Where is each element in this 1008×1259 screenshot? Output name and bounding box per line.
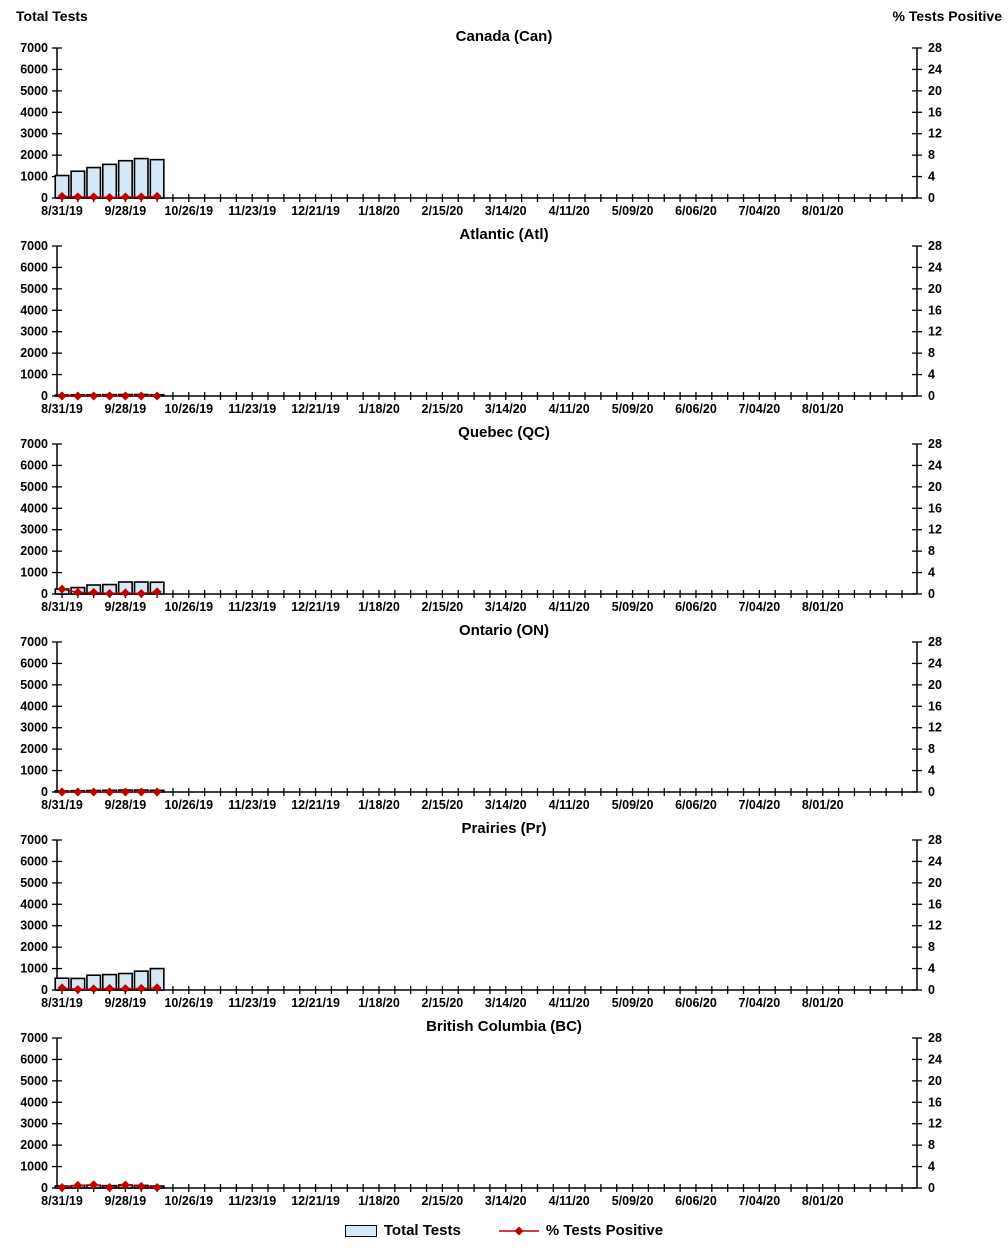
svg-text:11/23/19: 11/23/19 (228, 798, 277, 812)
svg-text:4: 4 (928, 565, 935, 580)
svg-text:12/21/19: 12/21/19 (291, 204, 340, 218)
chart-title-atlantic: Atlantic (Atl) (459, 226, 549, 243)
svg-text:6/06/20: 6/06/20 (675, 1194, 717, 1208)
svg-text:3000: 3000 (20, 324, 48, 339)
svg-text:7000: 7000 (20, 239, 48, 253)
svg-text:0: 0 (928, 587, 935, 601)
svg-text:8/31/19: 8/31/19 (41, 600, 83, 614)
svg-text:20: 20 (928, 875, 942, 890)
svg-text:7/04/20: 7/04/20 (738, 402, 781, 416)
svg-text:7/04/20: 7/04/20 (738, 996, 781, 1010)
svg-text:1/18/20: 1/18/20 (358, 204, 400, 218)
svg-text:1000: 1000 (20, 1159, 48, 1174)
svg-text:6/06/20: 6/06/20 (675, 996, 717, 1010)
svg-text:8/01/20: 8/01/20 (801, 204, 844, 218)
svg-text:1/18/20: 1/18/20 (358, 996, 400, 1010)
svg-text:28: 28 (928, 239, 942, 253)
svg-text:12/21/19: 12/21/19 (291, 402, 340, 416)
svg-text:8: 8 (928, 1138, 935, 1153)
svg-text:0: 0 (41, 983, 48, 997)
svg-text:5/09/20: 5/09/20 (611, 1194, 654, 1208)
chart-panel-quebec (0, 422, 1008, 620)
svg-text:1000: 1000 (20, 961, 48, 976)
svg-text:4: 4 (928, 1159, 935, 1174)
svg-text:4: 4 (928, 763, 935, 778)
svg-text:2/15/20: 2/15/20 (421, 204, 464, 218)
svg-text:7/04/20: 7/04/20 (738, 798, 781, 812)
svg-text:12/21/19: 12/21/19 (291, 798, 340, 812)
svg-text:7000: 7000 (20, 833, 48, 847)
svg-text:2000: 2000 (20, 742, 48, 757)
svg-text:8/01/20: 8/01/20 (801, 600, 844, 614)
svg-text:1000: 1000 (20, 169, 48, 184)
canada-chart-canvas (0, 26, 1008, 224)
svg-text:2000: 2000 (20, 1138, 48, 1153)
chart-panels (0, 26, 1008, 1214)
svg-text:2000: 2000 (20, 346, 48, 361)
svg-text:0: 0 (41, 1181, 48, 1195)
svg-text:1000: 1000 (20, 367, 48, 382)
svg-text:20: 20 (928, 1073, 942, 1088)
svg-text:4000: 4000 (20, 699, 48, 714)
svg-text:6000: 6000 (20, 656, 48, 671)
svg-text:20: 20 (928, 83, 942, 98)
svg-text:11/23/19: 11/23/19 (228, 600, 277, 614)
svg-text:3/14/20: 3/14/20 (484, 996, 527, 1010)
svg-text:10/26/19: 10/26/19 (164, 1194, 214, 1208)
svg-text:10/26/19: 10/26/19 (164, 996, 214, 1010)
axis-headers (0, 8, 1008, 24)
legend (0, 1222, 1008, 1239)
svg-text:6000: 6000 (20, 62, 48, 77)
svg-text:9/28/19: 9/28/19 (104, 600, 147, 614)
svg-text:10/26/19: 10/26/19 (164, 798, 214, 812)
svg-text:12/21/19: 12/21/19 (291, 1194, 340, 1208)
svg-text:11/23/19: 11/23/19 (228, 1194, 277, 1208)
svg-text:24: 24 (928, 1052, 942, 1067)
svg-text:7/04/20: 7/04/20 (738, 1194, 781, 1208)
svg-text:16: 16 (928, 303, 942, 318)
chart-title-canada: Canada (Can) (455, 28, 553, 45)
svg-text:12: 12 (928, 324, 942, 339)
svg-text:4/11/20: 4/11/20 (548, 798, 590, 812)
svg-text:0: 0 (41, 785, 48, 799)
svg-text:5/09/20: 5/09/20 (611, 798, 654, 812)
svg-text:9/28/19: 9/28/19 (104, 1194, 147, 1208)
svg-text:3000: 3000 (20, 1116, 48, 1131)
svg-text:16: 16 (928, 897, 942, 912)
svg-text:8/01/20: 8/01/20 (801, 1194, 844, 1208)
svg-text:2000: 2000 (20, 544, 48, 559)
svg-text:4000: 4000 (20, 501, 48, 516)
svg-text:12: 12 (928, 720, 942, 735)
svg-text:5000: 5000 (20, 1073, 48, 1088)
svg-text:8/01/20: 8/01/20 (801, 402, 844, 416)
svg-text:12: 12 (928, 918, 942, 933)
svg-text:8: 8 (928, 544, 935, 559)
svg-text:1/18/20: 1/18/20 (358, 402, 400, 416)
svg-text:0: 0 (928, 389, 935, 403)
svg-text:3/14/20: 3/14/20 (484, 798, 527, 812)
svg-text:1000: 1000 (20, 763, 48, 778)
svg-text:12: 12 (928, 522, 942, 537)
svg-text:28: 28 (928, 437, 942, 451)
svg-text:4000: 4000 (20, 105, 48, 120)
svg-text:8/31/19: 8/31/19 (41, 798, 83, 812)
svg-text:4000: 4000 (20, 303, 48, 318)
chart-panel-prairies (0, 818, 1008, 1016)
svg-text:4/11/20: 4/11/20 (548, 1194, 590, 1208)
svg-text:4/11/20: 4/11/20 (548, 996, 590, 1010)
svg-text:8/01/20: 8/01/20 (801, 996, 844, 1010)
svg-text:6000: 6000 (20, 1052, 48, 1067)
legend-item-pct-positive (499, 1222, 663, 1239)
svg-text:6/06/20: 6/06/20 (675, 402, 717, 416)
line-diamond-swatch-icon (499, 1224, 539, 1238)
chart-title-prairies: Prairies (Pr) (461, 820, 547, 837)
svg-text:4/11/20: 4/11/20 (548, 402, 590, 416)
svg-text:12/21/19: 12/21/19 (291, 996, 340, 1010)
svg-text:4: 4 (928, 169, 935, 184)
svg-text:20: 20 (928, 281, 942, 296)
svg-text:5000: 5000 (20, 281, 48, 296)
svg-text:28: 28 (928, 41, 942, 55)
svg-text:8: 8 (928, 940, 935, 955)
svg-text:5/09/20: 5/09/20 (611, 402, 654, 416)
svg-text:9/28/19: 9/28/19 (104, 996, 147, 1010)
svg-text:1/18/20: 1/18/20 (358, 600, 400, 614)
svg-text:24: 24 (928, 656, 942, 671)
svg-text:7000: 7000 (20, 437, 48, 451)
svg-text:2/15/20: 2/15/20 (421, 996, 464, 1010)
svg-text:12/21/19: 12/21/19 (291, 600, 340, 614)
svg-text:8/01/20: 8/01/20 (801, 798, 844, 812)
svg-text:0: 0 (928, 191, 935, 205)
svg-text:6000: 6000 (20, 260, 48, 275)
svg-text:4/11/20: 4/11/20 (548, 204, 590, 218)
svg-text:5000: 5000 (20, 83, 48, 98)
svg-text:4000: 4000 (20, 897, 48, 912)
svg-text:0: 0 (928, 983, 935, 997)
svg-text:3/14/20: 3/14/20 (484, 402, 527, 416)
svg-text:8: 8 (928, 346, 935, 361)
svg-text:6/06/20: 6/06/20 (675, 204, 717, 218)
svg-text:7000: 7000 (20, 1031, 48, 1045)
svg-text:11/23/19: 11/23/19 (228, 402, 277, 416)
chart-panel-british-columbia (0, 1016, 1008, 1214)
svg-text:16: 16 (928, 1095, 942, 1110)
svg-text:8/31/19: 8/31/19 (41, 996, 83, 1010)
svg-text:6000: 6000 (20, 854, 48, 869)
svg-text:0: 0 (928, 785, 935, 799)
svg-text:1/18/20: 1/18/20 (358, 1194, 400, 1208)
svg-text:28: 28 (928, 833, 942, 847)
svg-text:24: 24 (928, 260, 942, 275)
svg-text:5000: 5000 (20, 875, 48, 890)
svg-text:7000: 7000 (20, 635, 48, 649)
british-columbia-chart-canvas (0, 1016, 1008, 1214)
svg-text:2000: 2000 (20, 940, 48, 955)
svg-text:5/09/20: 5/09/20 (611, 600, 654, 614)
svg-text:8/31/19: 8/31/19 (41, 1194, 83, 1208)
svg-text:6/06/20: 6/06/20 (675, 600, 717, 614)
svg-text:9/28/19: 9/28/19 (104, 402, 147, 416)
svg-text:2/15/20: 2/15/20 (421, 1194, 464, 1208)
left-axis-title: Total Tests (16, 8, 88, 24)
svg-text:2/15/20: 2/15/20 (421, 600, 464, 614)
svg-text:0: 0 (41, 389, 48, 403)
svg-text:1/18/20: 1/18/20 (358, 798, 400, 812)
svg-text:4: 4 (928, 367, 935, 382)
svg-text:10/26/19: 10/26/19 (164, 204, 214, 218)
svg-text:8/31/19: 8/31/19 (41, 204, 83, 218)
svg-text:7/04/20: 7/04/20 (738, 204, 781, 218)
chart-title-ontario: Ontario (ON) (459, 622, 549, 639)
svg-text:28: 28 (928, 1031, 942, 1045)
svg-text:0: 0 (41, 191, 48, 205)
svg-text:5000: 5000 (20, 479, 48, 494)
svg-text:24: 24 (928, 62, 942, 77)
svg-text:11/23/19: 11/23/19 (228, 204, 277, 218)
chart-title-british-columbia: British Columbia (BC) (426, 1018, 582, 1035)
svg-text:12: 12 (928, 126, 942, 141)
svg-text:9/28/19: 9/28/19 (104, 798, 147, 812)
svg-text:6000: 6000 (20, 458, 48, 473)
svg-text:20: 20 (928, 677, 942, 692)
svg-text:24: 24 (928, 458, 942, 473)
svg-text:24: 24 (928, 854, 942, 869)
svg-text:7000: 7000 (20, 41, 48, 55)
svg-text:1000: 1000 (20, 565, 48, 580)
svg-text:0: 0 (41, 587, 48, 601)
quebec-chart-canvas (0, 422, 1008, 620)
svg-text:9/28/19: 9/28/19 (104, 204, 147, 218)
legend-item-total-tests (345, 1222, 461, 1239)
legend-label-total-tests: Total Tests (383, 1222, 461, 1239)
svg-text:16: 16 (928, 501, 942, 516)
svg-text:16: 16 (928, 699, 942, 714)
ontario-chart-canvas (0, 620, 1008, 818)
svg-text:2/15/20: 2/15/20 (421, 402, 464, 416)
svg-text:20: 20 (928, 479, 942, 494)
svg-text:3/14/20: 3/14/20 (484, 204, 527, 218)
right-axis-title: % Tests Positive (892, 8, 1002, 24)
svg-text:28: 28 (928, 635, 942, 649)
svg-text:3/14/20: 3/14/20 (484, 600, 527, 614)
svg-text:5/09/20: 5/09/20 (611, 204, 654, 218)
bar-swatch-icon (345, 1225, 377, 1237)
svg-text:0: 0 (928, 1181, 935, 1195)
svg-text:4/11/20: 4/11/20 (548, 600, 590, 614)
svg-text:4: 4 (928, 961, 935, 976)
svg-text:6/06/20: 6/06/20 (675, 798, 717, 812)
svg-text:10/26/19: 10/26/19 (164, 600, 214, 614)
svg-text:8/31/19: 8/31/19 (41, 402, 83, 416)
svg-text:3000: 3000 (20, 522, 48, 537)
svg-text:12: 12 (928, 1116, 942, 1131)
svg-text:2/15/20: 2/15/20 (421, 798, 464, 812)
svg-text:2000: 2000 (20, 148, 48, 163)
svg-text:7/04/20: 7/04/20 (738, 600, 781, 614)
svg-text:10/26/19: 10/26/19 (164, 402, 214, 416)
svg-text:4000: 4000 (20, 1095, 48, 1110)
svg-text:8: 8 (928, 742, 935, 757)
svg-text:3/14/20: 3/14/20 (484, 1194, 527, 1208)
chart-panel-ontario (0, 620, 1008, 818)
svg-text:11/23/19: 11/23/19 (228, 996, 277, 1010)
svg-text:8: 8 (928, 148, 935, 163)
chart-title-quebec: Quebec (QC) (458, 424, 550, 441)
svg-text:3000: 3000 (20, 720, 48, 735)
chart-panel-atlantic (0, 224, 1008, 422)
svg-text:5000: 5000 (20, 677, 48, 692)
svg-text:16: 16 (928, 105, 942, 120)
legend-label-pct-positive: % Tests Positive (545, 1222, 664, 1239)
svg-text:3000: 3000 (20, 918, 48, 933)
prairies-chart-canvas (0, 818, 1008, 1016)
svg-text:3000: 3000 (20, 126, 48, 141)
atlantic-chart-canvas (0, 224, 1008, 422)
svg-text:5/09/20: 5/09/20 (611, 996, 654, 1010)
chart-panel-canada (0, 26, 1008, 224)
